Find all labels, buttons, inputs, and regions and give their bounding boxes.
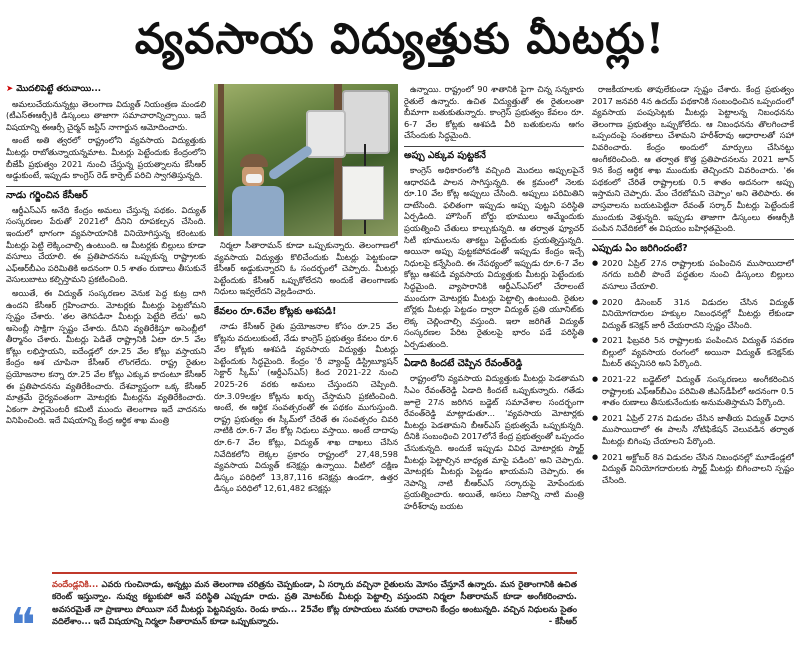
meter-box	[342, 90, 390, 154]
subheading: ఎప్పుడు ఏం జరిగిందంటే?	[592, 239, 794, 255]
paragraph: ఆర్డీఎస్ఎస్ అనేది కేంద్రం అమలు చేస్తున్న పథకం. విద్యుత్ సంస్కరణల పేరుతో 2021లో దీనిని రూపకల్పన చేసింది. ఇందులో భాగంగా వ్యవసాయానికి వినియోగిస్తున్న కరెంటుకు మీటర్లు పెట్టి లెక్కించాల్సి ఉంటుంది. ఆ మీటర్లకు బిల్లులు కూడా వసూలు చేయాలి. ఈ ప్రతిపాదనను ఒప్పుకున్న రాష్ట్రాలకు ఎఫ్‌ఆర్‌బీఎం పరిమితికి అదనంగా 0.5 శాతం రుణాలు తీసుకునే వెసులుబాటు కల్పిస్తామని ప్రకటించింది.	[6, 204, 206, 285]
timeline-item: ● 2021 ఫిబ్రవరి 5న రాష్ట్రాలకు పంపించిన విద్యుత్ సవరణ బిల్లులో వ్యవసాయ రంగంలో అయినా విద్యుత్ కనెక్షన్‌కు మీటర్ తప్పనిసరి అని పేర్కొంది.	[592, 335, 794, 370]
timeline-item: ● 2020 ఏప్రిల్ 27న రాష్ట్రాలకు పంపించిన ముసాయిదాలో నగదు బదిలీ పొందే పద్ధతుల నుంచి డిస్కంలు బిల్లులు వసూలు చేయాలి.	[592, 258, 794, 293]
paragraph: రాష్ట్రంలోని వ్యవసాయ విద్యుత్తుకు మీటర్లు పెడతామని సీఎం రేవంత్‌రెడ్డి ఏడాది కిందటే ఒప్పుకున్నారు. గతేడు జూలై 27న జరిగిన బడ్జెట్ సమావేశాల సందర్భంగా రేవంత్‌రెడ్డి మాట్లాడుతూ... 'వ్యవసాయ మోటార్లకు మీటర్లు పెడతామని బీఆర్ఎస్ ప్రభుత్వమే ఒప్పుకున్నది. దీనికి సంబంధించి 2017లోనే కేంద్ర ప్రభుత్వంతో ఒప్పందం చేసుకున్నది. అందుకే ఇప్పుడు వివిధ మోటార్లకు స్మార్ట్ మీటర్లు పెట్టాల్సిన బాధ్యత మాపై పడింది' అని చెప్పారు. మోటర్లకు మీటర్లు పెట్టడం ఖాయమని చెప్పారు. ఈ నెపాన్ని నాటి బీఆర్ఎస్ సర్కారుపై మోపేందుకు ప్రయత్నించారు. అయితే, అసలు నిజాన్ని నాటి మంత్రి హరీశ్‌రావు బయట	[404, 373, 584, 511]
column-2	[214, 240, 398, 566]
tree-trunk	[218, 84, 224, 236]
paragraph: కాంగ్రెస్ అధికారంలోకి వచ్చింది మొదలు అప్పులపైనే ఆధారపడి పాలన సాగిస్తున్నది. ఈ క్రమంలో నెలకు రూ.10 వేల కోట్ల అప్పులు చేసింది. అప్పులు పరిమితిని దాటేసింది. ఫలితంగా ఇప్పుడు అప్పు పుట్టని పరిస్థితి ఏర్పడింది. హౌసింగ్ బోర్డు భూములు అమ్మేందుకు ప్రయత్నించి చేతులు కాల్చుకున్నది. ఆ తర్వాత ఫ్యూచర్ సిటీ భూములను తాకట్టు పెట్టేందుకు ప్రయత్నిస్తున్నది. అయినా అప్పు పుట్టకపోవడంతో ఇప్పుడు కేంద్రం ఇచ్చే నిధులపై కన్నేసింది. ఈ నేపథ్యంలో ఇప్పుడు రూ.6-7 వేల కోట్లు ఆశపడి వ్యవసాయ విద్యుత్తుకు మీటర్లు పెట్టేందుకు సిద్ధమైంది. వ్యాపారానికి ఆర్డీఎస్ఎస్‌లో చేరాలంటే ముందుగా మోటర్లకు మీటర్లు పెట్టాల్సి ఉంటుంది. రైతుల బోర్లకు మీటర్లు పెట్టడం ద్వారా విద్యుత్ ప్రతి యూనిట్‌కు లెక్క చెల్లించాల్సి వస్తుంది. ఇలా జరిగితే విద్యుత్ సంస్కరణల పేరిట రైతులపై భారం పడే పరిస్థితి ఏర్పడుతుంది.	[404, 164, 584, 349]
paragraph: అయితే, ఈ విద్యుత్ సంస్కరణల వెనుక పెద్ద కుట్ర దాగి ఉందని కేసీఆర్ గ్రహించారు. మోటర్లకు మీటర్లు పెట్టబోమని స్పష్టం చేశారు. 'తల తెగిపడినా మీటర్లు పెట్టేది లేదు' అని అసెంబ్లీ సాక్షిగా స్పష్టం చేశారు. దీనిని వ్యతిరేకిస్తూ అసెంబ్లీలో తీర్మానం చేశారు. మీటర్లు పెడితే రాష్ట్రానికి ఏటా రూ.5 వేల కోట్లు లభిస్తాయని, ఐదేండ్లలో రూ.25 వేల కోట్లు వస్తాయని కేంద్రం ఆశ చూపినా కేసీఆర్ లొంగలేదు. రాష్ట్ర రైతుల ప్రయోజనాల కన్నా రూ.25 వేల కోట్లు ఎక్కువ కాదంటూ కేసీఆర్ ఈ ప్రతిపాదనను వ్యతిరేకించారు. దేశవ్యాప్తంగా ఒక్క కేసీఆర్ మాత్రమే ధైర్యవంతంగా మోటర్లకు మీటర్లను వ్యతిరేకించారు. ఏకంగా పార్లమెంటరీ కమిటీ ముందు తెలంగాణ ఇదే వాదనను వినిపించింది. ఇదే విషయాన్ని కేంద్ర ఆర్థిక శాఖ మంత్రి	[6, 287, 206, 426]
headline: వ్యవసాయ విద్యుత్తుకు మీటర్లు!	[134, 14, 666, 63]
tree-trunk	[334, 84, 342, 236]
quote-lead: వందేండ్లనికి...	[52, 579, 99, 589]
subheading: అప్పు ఎక్కువ పుట్టకనే	[404, 146, 584, 162]
worker-figure	[232, 154, 284, 236]
quote-text	[52, 578, 577, 628]
quote-body: ఎవరు గుంచినాడు, అన్నట్లు మన తెలంగాణ చరిత్రను చెప్పకుండా, ఏ సర్కారు వచ్చినా రైతులను మోసం చేస్తూనే ఉన్నారు. మన రైతాంగానికి ఉచిత కరెంట్ ఇస్తున్నాం. నువ్వు కట్టుకుపో అనే పరిస్థితి ఎప్పుడూ రాదు. ప్రతి మోటర్‌కు మీటర్లు పెట్టాల్సి వస్తుందని నిర్మలా సీతారామన్ కూడా అంగీకరించారు. అవసరమైతే నా ప్రాణాలు పోయినా సరే మీటర్లు పెట్టనివ్వను. రెండు కాదు... 25వేల కోట్ల రూపాయలు మనకు రావాలని కేంద్రం అంటున్నది. వచ్చిన నిధులను సైతం వదిలేశాం... ఇదే విషయాన్ని నిర్మలా సీతారామన్ కూడా ఒప్పుకున్నారు.	[52, 579, 577, 627]
timeline-item: ● 2020 డిసెంబర్ 31న విడుదల చేసిన విద్యుత్ వినియోగదారుల హక్కుల నిబంధనల్లో మీటర్లు లేకుండా విద్యుత్ కనెక్షన్ జారీ చేయరాదని స్పష్టం చేసింది.	[592, 297, 794, 332]
quote-attribution: - కేసీఆర్	[548, 616, 577, 627]
kicker	[6, 84, 206, 96]
column-3	[404, 84, 584, 568]
paragraph: నాడు కేసీఆర్ రైతు ప్రయోజనాల కోసం రూ.25 వేల కోట్లను వదులుకుంటే, నేడు కాంగ్రెస్ ప్రభుత్వం కేవలం రూ.6 వేల కోట్లకు ఆశపడి వ్యవసాయ విద్యుత్తు మీటర్లు పెట్టేందుకు సిద్ధమైంది. కేంద్రం 'రీ వ్యాంప్డ్ డిస్ట్రిబ్యూషన్ సెక్టార్ స్కీమ్' (ఆర్డీఎస్ఎస్) కింద 2021-22 నుంచి 2025-26 వరకు అమలు చేస్తుందని చెప్పింది. రూ.3.09లక్షల కోట్లను ఖర్చు చేస్తామని ప్రకటించింది. అంటే, ఈ ఆర్థిక సంవత్సరంతో ఈ పథకం ముగుస్తుంది. రాష్ట్ర ప్రభుత్వం ఈ స్కీమ్‌లో చేరితే ఈ సంవత్సరం చివరి నాటికి రూ.6-7 వేల కోట్ల నిధులు వస్తాయి. అంటే దాదాపు రూ.6-7 వేల కోట్లు, విద్యుత్ శాఖ దాఖలు చేసిన నివేదికలోని లెక్కల ప్రకారం రాష్ట్రంలో 27,48,598 వ్యవసాయ విద్యుత్ కనెక్షన్లు ఉన్నాయి. వీటిలో దక్షిణ డిస్కం పరిధిలో 13,87,116 కనెక్షన్లు ఉండగా, ఉత్తర డిస్కం పరిధిలో 12,61,482 కనెక్షన్లు	[214, 320, 398, 494]
quote-icon: ❝	[10, 598, 36, 654]
starter-box	[342, 166, 384, 220]
paragraph: నిర్మలా సీతారామన్ కూడా ఒప్పుకున్నారు. తెలంగాణలో వ్యవసాయ విద్యుత్తు కొలిచేందుకు మీటర్లు పెట్టకుండా కేసీఆర్ అడ్డుకున్నారని ఓ సందర్భంలో చెప్పారు. మీటర్లు పెట్టేందుకు కేసీఆర్ ఒప్పుకోలేదని అందుకే తెలంగాణకు నిధులు ఇవ్వలేదని వెల్లడించారు.	[214, 240, 398, 297]
paragraph: రాజకీయాలకు తావులేకుండా స్పష్టం చేశారు. కేంద్ర ప్రభుత్వం 2017 జనవరి 4న ఉదయ్ పథకానికి సంబంధించిన ఒప్పందంలో వ్యవసాయ పంపుసెట్లకు మీటర్లు పెట్టాలన్న నిబంధనను తెలంగాణ ప్రభుత్వం ఒప్పుకోలేదు. ఆ నిబంధనను తొలగించాకే ఒప్పందంపై సంతకాలు చేశామని హరీశ్‌రావు ఆధారాలతో సహా వివరించారు. కేంద్రం అందులో మార్పులు చేసినట్టు అంగీకరించింది. ఆ తర్వాత కొత్త ప్రతిపాదనలను 2021 జూన్ 9న కేంద్ర ఆర్థిక శాఖ ముందుకు తెచ్చిందని వివరించారు. 'ఈ పథకంలో చేరితే రాష్ట్రాలకు 0.5 శాతం అదనంగా అప్పు ఇస్తామని చెప్పారు. మేం చేరబోమని చెప్పాం' అని తెలిపారు. ఈ వాస్తవాలను బయటపెట్టినా రేవంత్ సర్కార్ మీటర్లు పెట్టేందుకే ముందుకు వెళ్తున్నది. ఇప్పుడు తాజాగా డిస్కంలు ఈఆర్సీకి పంపిన నివేదికలో ఈ విషయం బహిర్గతమైంది.	[592, 84, 794, 234]
subheading: ఏడాది కిందటే చెప్పిన రేవంత్‌రెడ్డి	[404, 354, 584, 370]
arrow-icon: ➤	[6, 84, 17, 94]
paragraph: అమలుచేయనున్నట్లు తెలంగాణ విద్యుత్ నియంత్రణ మండలి (టీఎస్‌ఈఆర్సీ)కి డిస్కంలు తాజాగా సమాచారాన్నిచ్చాయి. ఇదే విషయాన్ని ఈఆర్సీ చైర్మన్ జస్టిస్ నాగార్జున ఆమోదించారు.	[6, 98, 206, 132]
column-1	[6, 84, 206, 568]
kicker-text: మొదలిపెట్టే తరువాయి...	[16, 84, 101, 94]
subheading: నాడు గర్జించిన కేసీఆర్	[6, 186, 206, 202]
news-photo	[214, 84, 398, 236]
paragraph: అంటే అతి త్వరలో రాష్ట్రంలోని వ్యవసాయ విద్యుత్తుకు మీటర్లు రాబోతున్నాయన్నమాట. మీటర్లు పెట్టేందుకు కేంద్రంలోని బీజేపీ ప్రభుత్వం 2021 నుంచి చేస్తున్న ప్రయత్నాలను కేసీఆర్ అడ్డుకుంటే, ఇప్పుడు కాంగ్రెస్ రెడ్ కార్పెట్ పరిచి స్వాగతిస్తున్నది.	[6, 135, 206, 181]
timeline-item: ● 2021 అక్టోబర్ 8న విడుదల చేసిన నిబంధనల్లో మూడేండ్లలో విద్యుత్ వినియోగదారులకు స్మార్ట్ మీటర్లు బిగించాలని స్పష్టం చేసింది.	[592, 452, 794, 487]
quote-divider	[52, 572, 577, 574]
quote-box	[0, 572, 800, 670]
timeline-item: ● 2021 ఏప్రిల్ 27న విడుదల చేసిన జాతీయ విద్యుత్ విధాన ముసాయిదాలో ఈ పాలసీ నోటిఫికేషన్ వెలువడిన తర్వాత మీటర్లు బిగింపు చేయాలని పేర్కొంది.	[592, 413, 794, 448]
subheading: కేవలం రూ.6వేల కోట్లకు ఆశపడి!	[214, 302, 398, 318]
timeline-item: ● 2021-22 బడ్జెట్‌లో విద్యుత్ సంస్కరణలు అంగీకరించిన రాష్ట్రాలకు ఎఫ్‌ఆర్‌బీఎం పరిమితి జీఎస్‌డీపీలో అదనంగా 0.5 శాతం రుణాలు తీసుకునేందుకు అనుమతిస్తామని పేర్కొంది.	[592, 374, 794, 409]
paragraph: ఉన్నాయి. రాష్ట్రంలో 90 శాతానికి పైగా చిన్న సన్నకారు రైతులే ఉన్నారు. ఉచిత విద్యుత్తుతో ఈ రైతులంతా బీమాగా బతుకుతున్నారు. కాంగ్రెస్ ప్రభుత్వం కేవలం రూ. 6-7 వేల కోట్లకు ఆశపడి వీరి బతుకులను ఆగం చేసేందుకు సిద్ధమైంది.	[404, 84, 584, 141]
